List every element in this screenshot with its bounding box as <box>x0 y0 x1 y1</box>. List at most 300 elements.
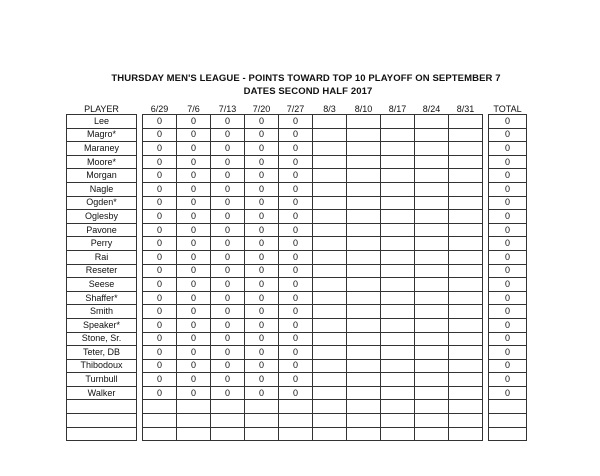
score-cell <box>381 250 415 264</box>
player-name-cell: Smith <box>67 305 137 319</box>
score-cell: 0 <box>143 128 177 142</box>
score-cell: 0 <box>279 182 313 196</box>
score-cell <box>415 237 449 251</box>
score-cell: 0 <box>143 155 177 169</box>
score-cell <box>347 128 381 142</box>
score-cell <box>381 318 415 332</box>
total-cell: 0 <box>489 386 527 400</box>
score-cell <box>381 182 415 196</box>
score-cell <box>381 237 415 251</box>
score-cell <box>449 291 483 305</box>
player-name-cell <box>67 427 137 441</box>
score-cell <box>313 414 347 428</box>
score-cell <box>313 332 347 346</box>
score-cell <box>415 318 449 332</box>
score-cell <box>381 264 415 278</box>
score-cell <box>381 332 415 346</box>
score-cell: 0 <box>279 346 313 360</box>
date-column-header: 8/24 <box>422 104 441 114</box>
score-cell: 0 <box>143 278 177 292</box>
score-cell: 0 <box>177 264 211 278</box>
player-name-cell: Reseter <box>67 264 137 278</box>
score-cell: 0 <box>143 196 177 210</box>
score-cell: 0 <box>143 115 177 129</box>
player-name-cell: Shaffer* <box>67 291 137 305</box>
score-cell: 0 <box>211 196 245 210</box>
player-name-cell: Moore* <box>67 155 137 169</box>
score-cell: 0 <box>245 182 279 196</box>
score-cell: 0 <box>143 264 177 278</box>
total-cell: 0 <box>489 250 527 264</box>
score-cell: 0 <box>279 155 313 169</box>
score-cell <box>347 278 381 292</box>
date-column-header: 8/3 <box>323 104 336 114</box>
total-column-header: TOTAL <box>493 104 522 114</box>
score-cell <box>449 128 483 142</box>
table-row <box>67 400 527 414</box>
score-cell: 0 <box>211 223 245 237</box>
total-cell: 0 <box>489 332 527 346</box>
score-cell <box>381 142 415 156</box>
table-row <box>67 332 527 346</box>
player-name-cell: Oglesby <box>67 210 137 224</box>
score-cell: 0 <box>211 142 245 156</box>
table-row <box>67 427 527 441</box>
score-cell <box>415 182 449 196</box>
score-cell <box>415 305 449 319</box>
table-row <box>67 128 527 142</box>
player-name-cell: Ogden* <box>67 196 137 210</box>
score-cell: 0 <box>245 169 279 183</box>
table-row <box>67 250 527 264</box>
score-cell <box>347 305 381 319</box>
score-cell <box>347 223 381 237</box>
table-row <box>67 318 527 332</box>
score-cell: 0 <box>279 305 313 319</box>
score-cell <box>177 414 211 428</box>
score-cell <box>347 386 381 400</box>
score-cell: 0 <box>177 278 211 292</box>
score-cell: 0 <box>279 359 313 373</box>
date-column-header: 7/27 <box>286 104 305 114</box>
score-cell <box>415 196 449 210</box>
score-cell: 0 <box>211 346 245 360</box>
score-cell <box>279 400 313 414</box>
score-cell <box>313 250 347 264</box>
player-name-cell: Nagle <box>67 182 137 196</box>
score-cell <box>415 427 449 441</box>
score-cell <box>415 155 449 169</box>
score-cell <box>449 414 483 428</box>
score-cell: 0 <box>177 142 211 156</box>
player-name-cell: Rai <box>67 250 137 264</box>
score-cell: 0 <box>211 359 245 373</box>
total-cell: 0 <box>489 142 527 156</box>
score-cell: 0 <box>177 346 211 360</box>
score-cell <box>347 169 381 183</box>
score-cell <box>313 359 347 373</box>
score-cell <box>415 414 449 428</box>
date-column-header: 8/17 <box>388 104 407 114</box>
score-cell <box>313 291 347 305</box>
score-cell <box>313 115 347 129</box>
score-cell <box>347 142 381 156</box>
score-cell <box>415 359 449 373</box>
score-cell <box>415 223 449 237</box>
score-cell <box>449 142 483 156</box>
date-column-header: 7/13 <box>218 104 237 114</box>
score-cell: 0 <box>279 386 313 400</box>
score-cell <box>347 359 381 373</box>
score-cell <box>313 318 347 332</box>
score-cell: 0 <box>143 386 177 400</box>
score-cell: 0 <box>143 305 177 319</box>
score-cell: 0 <box>177 386 211 400</box>
player-name-cell: Perry <box>67 237 137 251</box>
score-cell: 0 <box>177 155 211 169</box>
player-name-cell: Stone, Sr. <box>67 332 137 346</box>
date-column-header: 6/29 <box>150 104 169 114</box>
score-cell <box>381 278 415 292</box>
score-cell <box>381 169 415 183</box>
score-cell <box>313 142 347 156</box>
score-cell <box>313 182 347 196</box>
score-cell: 0 <box>211 128 245 142</box>
score-cell <box>347 291 381 305</box>
score-cell: 0 <box>245 250 279 264</box>
score-cell <box>177 427 211 441</box>
total-cell: 0 <box>489 223 527 237</box>
score-cell <box>313 210 347 224</box>
score-cell: 0 <box>177 237 211 251</box>
score-cell <box>347 373 381 387</box>
score-cell: 0 <box>143 250 177 264</box>
score-cell: 0 <box>211 210 245 224</box>
table-row <box>67 278 527 292</box>
score-cell: 0 <box>143 359 177 373</box>
total-cell: 0 <box>489 359 527 373</box>
points-table <box>66 100 527 441</box>
score-cell: 0 <box>211 332 245 346</box>
score-cell <box>381 305 415 319</box>
player-name-cell <box>67 414 137 428</box>
score-cell <box>415 250 449 264</box>
score-cell: 0 <box>279 142 313 156</box>
score-cell: 0 <box>143 346 177 360</box>
score-cell <box>381 223 415 237</box>
score-cell: 0 <box>279 196 313 210</box>
score-cell <box>347 414 381 428</box>
total-cell: 0 <box>489 237 527 251</box>
score-cell: 0 <box>143 318 177 332</box>
date-column-header: 8/10 <box>354 104 373 114</box>
score-cell: 0 <box>211 155 245 169</box>
total-cell: 0 <box>489 291 527 305</box>
table-row <box>67 182 527 196</box>
score-cell <box>449 182 483 196</box>
total-cell: 0 <box>489 128 527 142</box>
score-cell <box>415 142 449 156</box>
score-cell: 0 <box>245 196 279 210</box>
score-cell: 0 <box>245 278 279 292</box>
score-cell: 0 <box>245 128 279 142</box>
score-cell: 0 <box>177 318 211 332</box>
score-cell <box>415 386 449 400</box>
score-cell <box>211 427 245 441</box>
score-cell <box>347 264 381 278</box>
total-cell: 0 <box>489 318 527 332</box>
player-rows <box>67 115 527 441</box>
score-cell <box>347 250 381 264</box>
score-cell <box>415 373 449 387</box>
score-cell <box>313 427 347 441</box>
score-cell: 0 <box>279 278 313 292</box>
score-cell <box>449 210 483 224</box>
score-cell: 0 <box>245 386 279 400</box>
score-cell <box>415 400 449 414</box>
score-cell: 0 <box>177 305 211 319</box>
score-cell <box>381 210 415 224</box>
score-cell <box>381 400 415 414</box>
score-cell: 0 <box>245 115 279 129</box>
score-cell: 0 <box>279 264 313 278</box>
score-cell: 0 <box>177 210 211 224</box>
score-cell: 0 <box>279 237 313 251</box>
player-name-cell: Seese <box>67 278 137 292</box>
score-cell: 0 <box>245 210 279 224</box>
score-cell: 0 <box>211 291 245 305</box>
score-cell <box>449 278 483 292</box>
score-cell <box>347 400 381 414</box>
score-cell: 0 <box>245 223 279 237</box>
score-cell: 0 <box>177 359 211 373</box>
score-cell <box>415 128 449 142</box>
score-cell: 0 <box>143 142 177 156</box>
date-column-header: 7/6 <box>187 104 200 114</box>
score-cell <box>347 346 381 360</box>
score-cell <box>381 128 415 142</box>
table-row <box>67 142 527 156</box>
score-cell: 0 <box>143 223 177 237</box>
score-cell <box>313 128 347 142</box>
player-name-cell: Lee <box>67 115 137 129</box>
player-name-cell: Maraney <box>67 142 137 156</box>
total-cell: 0 <box>489 305 527 319</box>
score-cell: 0 <box>143 237 177 251</box>
score-cell: 0 <box>211 237 245 251</box>
score-cell <box>449 169 483 183</box>
table-row <box>67 223 527 237</box>
date-column-header: 8/31 <box>456 104 475 114</box>
score-cell <box>313 155 347 169</box>
score-cell: 0 <box>143 291 177 305</box>
score-cell <box>449 427 483 441</box>
score-cell: 0 <box>279 250 313 264</box>
score-cell: 0 <box>177 182 211 196</box>
score-cell <box>313 305 347 319</box>
score-cell <box>313 264 347 278</box>
player-name-cell: Magro* <box>67 128 137 142</box>
score-cell <box>381 359 415 373</box>
table-row <box>67 237 527 251</box>
sheet-title: THURSDAY MEN'S LEAGUE - POINTS TOWARD TOP 10 PLAYOFF ON SEPTEMBER 7 <box>111 73 501 84</box>
score-cell <box>415 346 449 360</box>
score-cell <box>449 346 483 360</box>
table-row <box>67 196 527 210</box>
table-row <box>67 115 527 129</box>
score-cell <box>313 400 347 414</box>
total-cell <box>489 427 527 441</box>
score-cell <box>245 414 279 428</box>
total-cell: 0 <box>489 373 527 387</box>
score-cell <box>245 427 279 441</box>
score-cell <box>449 400 483 414</box>
score-cell <box>313 373 347 387</box>
score-cell <box>347 427 381 441</box>
player-name-cell: Morgan <box>67 169 137 183</box>
score-cell <box>415 210 449 224</box>
score-cell: 0 <box>211 386 245 400</box>
score-cell <box>381 386 415 400</box>
score-cell: 0 <box>143 169 177 183</box>
table-row <box>67 155 527 169</box>
score-cell <box>347 196 381 210</box>
total-cell: 0 <box>489 182 527 196</box>
total-cell: 0 <box>489 169 527 183</box>
score-cell: 0 <box>177 223 211 237</box>
score-cell: 0 <box>279 169 313 183</box>
score-cell: 0 <box>211 373 245 387</box>
score-cell: 0 <box>177 196 211 210</box>
score-cell: 0 <box>143 210 177 224</box>
table-row <box>67 346 527 360</box>
sheet-subtitle: DATES SECOND HALF 2017 <box>243 86 373 97</box>
total-cell <box>489 400 527 414</box>
table-row <box>67 386 527 400</box>
score-cell <box>143 400 177 414</box>
score-cell: 0 <box>211 305 245 319</box>
score-cell <box>313 346 347 360</box>
total-cell: 0 <box>489 264 527 278</box>
score-cell: 0 <box>245 264 279 278</box>
total-cell: 0 <box>489 196 527 210</box>
score-cell <box>381 427 415 441</box>
score-cell <box>313 237 347 251</box>
score-cell: 0 <box>245 305 279 319</box>
score-cell <box>449 332 483 346</box>
score-cell: 0 <box>211 264 245 278</box>
score-cell: 0 <box>279 128 313 142</box>
score-cell <box>415 278 449 292</box>
score-cell: 0 <box>245 318 279 332</box>
score-cell <box>449 115 483 129</box>
date-column-header: 7/20 <box>252 104 271 114</box>
table-row <box>67 291 527 305</box>
total-cell: 0 <box>489 115 527 129</box>
table-row <box>67 305 527 319</box>
score-cell: 0 <box>245 142 279 156</box>
score-cell: 0 <box>143 332 177 346</box>
score-cell: 0 <box>177 115 211 129</box>
score-cell <box>211 414 245 428</box>
score-cell: 0 <box>211 250 245 264</box>
score-cell: 0 <box>279 115 313 129</box>
score-cell <box>415 169 449 183</box>
score-cell <box>449 305 483 319</box>
table-row <box>67 169 527 183</box>
score-cell: 0 <box>279 210 313 224</box>
score-cell: 0 <box>279 223 313 237</box>
score-cell: 0 <box>177 332 211 346</box>
score-cell: 0 <box>245 332 279 346</box>
score-cell <box>211 400 245 414</box>
score-cell: 0 <box>279 373 313 387</box>
score-cell <box>347 332 381 346</box>
score-cell: 0 <box>245 237 279 251</box>
score-cell: 0 <box>245 373 279 387</box>
player-name-cell: Pavone <box>67 223 137 237</box>
score-cell <box>415 115 449 129</box>
player-name-cell: Speaker* <box>67 318 137 332</box>
total-cell: 0 <box>489 278 527 292</box>
score-cell <box>449 250 483 264</box>
score-cell <box>347 237 381 251</box>
player-name-cell: Walker <box>67 386 137 400</box>
score-cell <box>143 414 177 428</box>
score-cell <box>449 196 483 210</box>
score-cell <box>381 196 415 210</box>
score-cell: 0 <box>211 318 245 332</box>
score-cell <box>381 155 415 169</box>
score-cell: 0 <box>245 155 279 169</box>
score-cell <box>313 223 347 237</box>
player-name-cell <box>67 400 137 414</box>
score-cell: 0 <box>211 169 245 183</box>
player-name-cell: Turnbull <box>67 373 137 387</box>
total-cell: 0 <box>489 346 527 360</box>
score-cell: 0 <box>177 169 211 183</box>
score-cell <box>449 386 483 400</box>
total-cell <box>489 414 527 428</box>
score-cell <box>347 182 381 196</box>
score-cell <box>313 386 347 400</box>
score-cell <box>381 291 415 305</box>
score-cell <box>381 414 415 428</box>
score-cell: 0 <box>279 291 313 305</box>
score-cell: 0 <box>211 278 245 292</box>
player-column-header: PLAYER <box>84 104 119 114</box>
score-cell <box>381 115 415 129</box>
score-cell <box>177 400 211 414</box>
header-row <box>67 100 527 115</box>
score-cell <box>313 169 347 183</box>
score-cell <box>245 400 279 414</box>
score-cell <box>347 210 381 224</box>
score-cell <box>449 223 483 237</box>
total-cell: 0 <box>489 155 527 169</box>
player-name-cell: Thibodoux <box>67 359 137 373</box>
score-cell: 0 <box>177 291 211 305</box>
score-cell <box>449 264 483 278</box>
score-cell <box>347 115 381 129</box>
score-cell: 0 <box>143 373 177 387</box>
score-cell <box>347 318 381 332</box>
score-cell: 0 <box>177 128 211 142</box>
table-row <box>67 373 527 387</box>
score-cell: 0 <box>177 250 211 264</box>
table-row <box>67 414 527 428</box>
score-cell <box>415 291 449 305</box>
